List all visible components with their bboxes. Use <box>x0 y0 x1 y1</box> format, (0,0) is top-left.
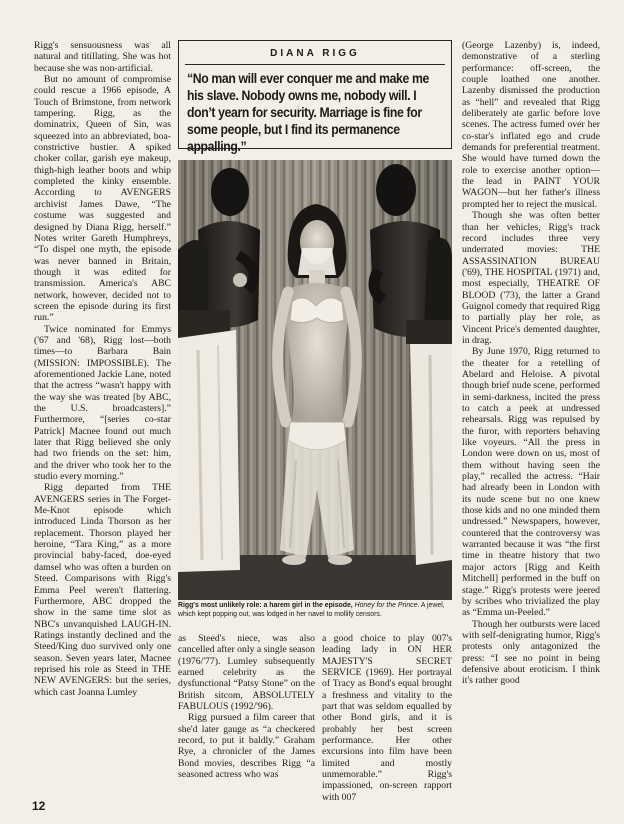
pull-quote-name: DIANA RIGG <box>270 48 360 59</box>
paragraph: (George Lazenby) is, indeed, demonstrative of a sterling performance: off-screen, the couple loathed one another. Lazenby dismissed the production as “hell” and revealed that Rigg deliberately ate garlic before love scenes. The actress fumed over her co-star's inflated ego and crude demands for preferential treatment. She would have turned down the role to exercise another option—the lead in PAINT YOUR WAGON—but her father's illness prompted her to reject the musical. <box>462 40 600 210</box>
paragraph: as Steed's niece, was also cancelled after only a single season (1976/'77). Lumley subsequently earned celebrity as the dysfunctional “Patsy Stone” on the British sitcom, ABSOLUTELY FABULOUS (1992/'96). <box>178 633 315 713</box>
paragraph: Twice nominated for Emmys ('67 and '68), Rigg lost—both times—to Barbara Bain (MISSION: IMPOSSIBLE). The aforementioned Jackie Lane, noted that the actress “wasn't happy with the way she was treated [by ABC, the U.S. broadcasters].” Furthermore, “[series co-star Patrick] Macnee found out much later that Rigg believed she only had two friends on the set: him, and the driver who took her to the studio every morning.” <box>34 323 171 483</box>
harem-scene-photo <box>178 160 452 600</box>
paragraph: But no amount of compromise could rescue a 1966 episode, A Touch of Brimstone, from network tampering. Rigg, as the dominatrix, Queen of Sin, was squeezed into an abbreviated, boa-constrictive bustier. A spiked choker collar, garish eye makeup, thigh-high leather boots and whip completed the kinky ensemble. According to AVENGERS archivist James Dawe, “The costume was suggested and designed by Diana Rigg, herself.” Notes writer Gareth Humphreys, “To dispel one myth, the episode was never banned in Britain, though it was edited for transmission. America's ABC network, however, decided not to screen the episode during its first run.” <box>34 74 171 324</box>
caption-rest: . A jewel, which kept popping out, was lodged in her navel to mollify censors. <box>178 602 445 619</box>
text-column-3 <box>322 633 452 803</box>
text-column-1 <box>34 40 171 785</box>
paragraph: Rigg departed from THE AVENGERS series in The Forget-Me-Knot episode which introduced Linda Thorson as her replacement. Thorson played her heroine, “Tara King,” as a more provincial baby-faced, doe-eyed damsel who was often a burden on Steed. Comparisons with Rigg's Emma Peel weren't flattering. Furthermore, ABC dropped the show in the same time slot as NBC's unvanquished LAUGH-IN. Ratings instantly declined and the Steed/King duo survived only one season. Seven years later, Macnee reprised his role as Steed in THE NEW AVENGERS: but the series, which cast Joanna Lumley <box>34 482 171 698</box>
text-column-4 <box>462 40 600 792</box>
caption-episode-title: Honey for the Prince <box>354 602 418 609</box>
caption-bold: Rigg's most unlikely role: a harem girl in the episode, <box>178 602 355 609</box>
pull-quote-divider <box>185 64 445 65</box>
photo-caption <box>178 601 458 619</box>
paragraph: Though she was often better than her vehicles, Rigg's track record includes three very underrated movies: THE ASSASSINATION BUREAU ('69), THE HOSPITAL (1971) and, most especially, THEATRE OF BLOOD ('73), the latter a Grand Guignol comedy that required Rigg to partially play her role, as Vincent Price's demented daughter, in drag. <box>462 210 600 346</box>
paragraph: a good choice to play 007's leading lady in ON HER MAJESTY'S SECRET SERVICE (1969). Her portrayal of Tracy as Bond's equal brought a freshness and vitality to the part that was seldom equalled by other Bond girls, and it is probably her best screen performance. Her other excursions into film have been limited and mostly unmemorable.” Rigg's impassioned, on-screen rapport with 007 <box>322 633 452 803</box>
paragraph: By June 1970, Rigg returned to the theater for a retelling of Abelard and Heloise. A pivotal though brief nude scene, performed in semi-darkness, incited the press to catch a peek at undressed rehearsals. Rigg was repulsed by the furor, with reporters behaving like voyeurs. “All the press in London were down on us, most of them without having seen the play,” recalled the actress. “Hair had already been in London with its nude scene but no one knew those kids and no one minded them undressed.” Newspapers, however, countered that the controversy was warranted because it was “the first time in theatre history that two major actors [Rigg and Keith Mitchell] performed in the buff on stage.” Rigg's protests were jeered by scribes who trivialized the play as “Emma un-Peeled.” <box>462 346 600 619</box>
pull-quote-box <box>178 40 452 154</box>
text-column-2 <box>178 633 315 788</box>
page-number: 12 <box>32 799 46 813</box>
pull-quote-text: “No man will ever conquer me and make me his slave. Nobody owns me, nobody will. I don’t yearn for security. Marriage is fine for some people, but I find its permanence appalling.” <box>187 71 429 154</box>
paragraph: Rigg pursued a film career that she'd later gauge as “a checkered record, to put it baldly.” Graham Rye, a chronicler of the James Bond movies, describes Rigg “a seasoned actress who was <box>178 712 315 781</box>
paragraph: Rigg's sensuousness was all natural and titillating. She was hot because she was non-artificial. <box>34 40 171 74</box>
paragraph: Though her outbursts were laced with self-denigrating humor, Rigg's protests only antagonized the press: “I see no point in being defensive about eroticism. I think it's rather good <box>462 618 600 687</box>
